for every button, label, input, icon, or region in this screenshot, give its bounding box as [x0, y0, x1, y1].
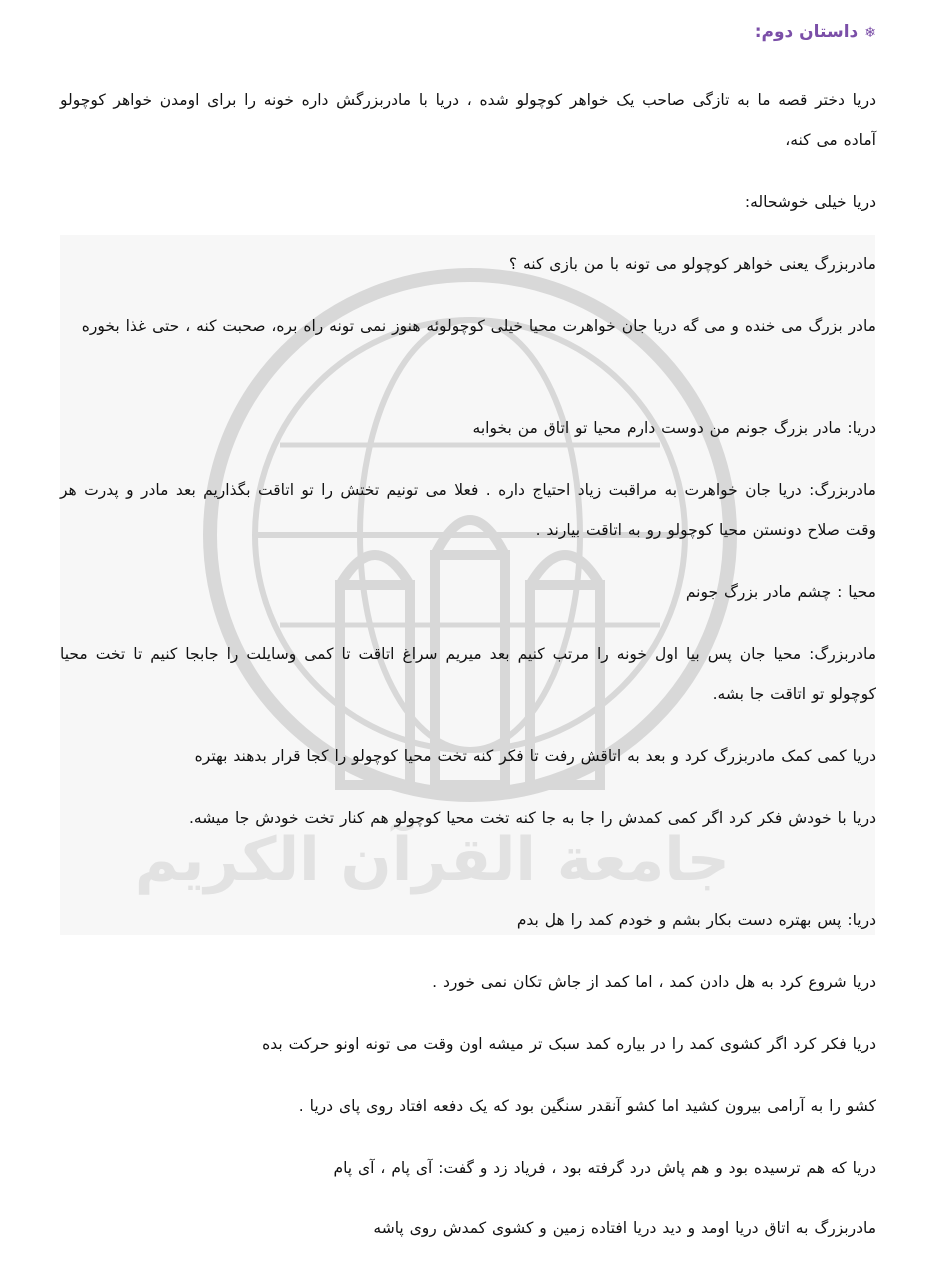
section-title: داستان دوم:: [754, 22, 859, 42]
paragraph: مادربزرگ به اتاق دریا اومد و دید دریا افتاده زمین و کشوی کمدش روی پاشه: [373, 1219, 876, 1237]
paragraph: دریا که هم ترسیده بود و هم پاش درد گرفته بود ، فریاد زد و گفت: آی پام ، آی پام: [333, 1159, 876, 1177]
paragraph: دریا: پس بهتره دست بکار بشم و خودم کمد را هل بدم: [516, 911, 876, 929]
paragraph: دریا فکر کرد اگر کشوی کمد را در بیاره کمد سبک تر میشه اون وقت می تونه اونو حرکت بده: [262, 1035, 876, 1053]
watermark-text: جامعة القرآن الكريم: [134, 825, 730, 895]
paragraph: محیا : چشم مادر بزرگ جونم: [685, 583, 876, 601]
paragraph: مادر بزرگ می خنده و می گه دریا جان خواهرت محیا خیلی کوچولوئه هنوز نمی تونه راه بره، صحبت کنه ، حتی غذا بخوره: [81, 317, 876, 335]
paragraph: مادربزرگ: دریا جان خواهرت به مراقبت زیاد احتیاج داره . فعلا می تونیم تختش را تو اتاقت بگذاریم بعد مادر و پدرت هر وقت صلاح دونستن محیا کوچولو رو به اتاقت بیارند .: [60, 481, 876, 539]
paragraph: مادربزرگ: محیا جان پس بیا اول خونه را مرتب کنیم بعد میریم سراغ اتاقت تا کمی وسایلت را جابجا کنیم تا تخت محیا کوچولو تو اتاقت جا بشه.: [60, 645, 876, 703]
paragraph: کشو را به آرامی بیرون کشید اما کشو آنقدر سنگین بود که یک دفعه افتاد روی پای دریا .: [298, 1097, 876, 1115]
snowflake-bullet-icon: ❄: [864, 25, 876, 41]
paragraph: دریا دختر قصه ما به تازگی صاحب یک خواهر کوچولو شده ، دریا با مادربزرگش داره خونه را برای اومدن خواهر کوچولو آماده می کنه،: [60, 91, 876, 149]
paragraph: مادربزرگ یعنی خواهر کوچولو می تونه با من بازی کنه ؟: [508, 255, 876, 273]
section-heading: [755, 22, 876, 42]
paragraph: دریا: مادر بزرگ جونم من دوست دارم محیا تو اتاق من بخوابه: [472, 419, 876, 437]
paragraph: دریا خیلی خوشحاله:: [744, 193, 876, 211]
paragraph: دریا شروع کرد به هل دادن کمد ، اما کمد از جاش تکان نمی خورد .: [432, 973, 876, 991]
paragraph: دریا کمی کمک مادربزرگ کرد و بعد به اتاقش رفت تا فکر کنه تخت محیا کوچولو را کجا قرار بدهند بهتره: [194, 747, 876, 765]
paragraph: دریا با خودش فکر کرد اگر کمی کمدش را جا به جا کنه تخت محیا کوچولو هم کنار تخت خودش جا میشه.: [189, 809, 876, 827]
